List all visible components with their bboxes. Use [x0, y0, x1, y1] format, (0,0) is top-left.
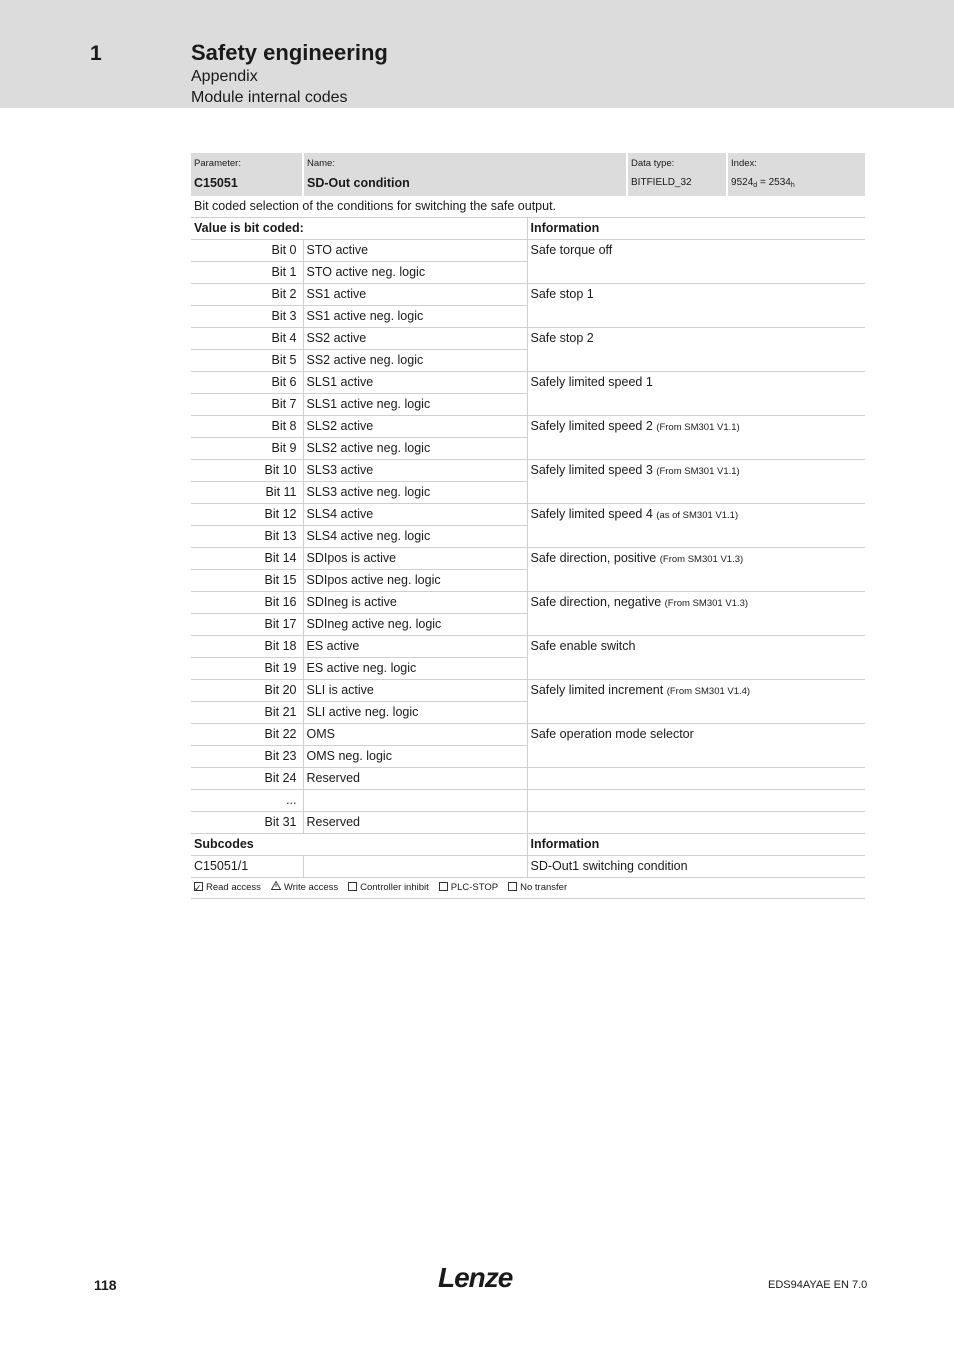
- bit-number: Bit 13: [191, 526, 303, 548]
- write-access-label: Write access: [283, 882, 339, 893]
- bit-information: [527, 328, 865, 372]
- bit-number: Bit 15: [191, 570, 303, 592]
- bit-number: Bit 21: [191, 702, 303, 724]
- bit-name: SS1 active neg. logic: [303, 306, 527, 328]
- bit-name: SS1 active: [303, 284, 527, 306]
- checked-checkbox-icon: [194, 882, 203, 891]
- bit-number: Bit 31: [191, 812, 303, 834]
- information-heading: Information: [527, 218, 865, 240]
- bit-section-header: [191, 218, 865, 240]
- bit-information: [527, 460, 865, 504]
- bit-name: SLI active neg. logic: [303, 702, 527, 724]
- section-subtitle: Appendix: [191, 68, 258, 85]
- subcodes-header: [191, 834, 865, 856]
- bit-name: Reserved: [303, 768, 527, 790]
- bit-information: [527, 548, 865, 592]
- read-access-label: Read access: [206, 882, 261, 893]
- bit-row: [191, 812, 865, 834]
- bit-number: Bit 3: [191, 306, 303, 328]
- bit-number: Bit 4: [191, 328, 303, 350]
- parameter-label: Parameter:: [194, 158, 241, 169]
- bit-row: [191, 460, 865, 482]
- datatype-value: BITFIELD_32: [631, 177, 692, 188]
- bit-row: [191, 504, 865, 526]
- index-decimal: 9524: [731, 177, 754, 188]
- bit-row: [191, 240, 865, 262]
- bit-coded-heading: Value is bit coded:: [191, 218, 527, 240]
- bit-name: SLS1 active neg. logic: [303, 394, 527, 416]
- bit-name: OMS: [303, 724, 527, 746]
- read-access-item: [194, 882, 261, 893]
- document-id: EDS94AYAE EN 7.0: [768, 1279, 868, 1291]
- bit-information-empty: [527, 790, 865, 812]
- bit-row: [191, 592, 865, 614]
- bit-information: [527, 504, 865, 548]
- bit-information: [527, 284, 865, 328]
- bit-row: [191, 768, 865, 790]
- no-transfer-label: No transfer: [520, 882, 568, 893]
- section-subtitle-2: Module internal codes: [191, 89, 348, 106]
- bit-number: Bit 7: [191, 394, 303, 416]
- bit-name: SDIpos is active: [303, 548, 527, 570]
- bit-row: [191, 680, 865, 702]
- parameter-table: [191, 153, 865, 899]
- subcode-blank: [303, 856, 527, 878]
- subcodes-heading: Subcodes: [191, 834, 527, 856]
- bit-name: SDIneg active neg. logic: [303, 614, 527, 636]
- bit-name: SLS3 active neg. logic: [303, 482, 527, 504]
- bit-number: Bit 11: [191, 482, 303, 504]
- bit-number: Bit 1: [191, 262, 303, 284]
- bit-name: OMS neg. logic: [303, 746, 527, 768]
- bit-number: Bit 20: [191, 680, 303, 702]
- checkbox-icon: [439, 882, 448, 891]
- parameter-cell: [191, 153, 303, 196]
- checkbox-icon: [508, 882, 517, 891]
- bit-number: Bit 12: [191, 504, 303, 526]
- bit-row: [191, 548, 865, 570]
- information-text: Safe stop 1: [530, 287, 594, 301]
- version-note: (From SM301 V1.1): [656, 466, 740, 477]
- bit-name: STO active neg. logic: [303, 262, 527, 284]
- index-hex: = 2534: [757, 177, 791, 188]
- bit-name: SLS1 active: [303, 372, 527, 394]
- bit-row: [191, 724, 865, 746]
- bit-name: SLS2 active: [303, 416, 527, 438]
- bit-name: Reserved: [303, 812, 527, 834]
- bit-information: [527, 724, 865, 768]
- subcode-row: [191, 856, 865, 878]
- plc-stop-item: [439, 882, 498, 893]
- no-transfer-item: [508, 882, 567, 893]
- version-note: (From SM301 V1.1): [656, 422, 740, 433]
- bit-number: Bit 10: [191, 460, 303, 482]
- information-text: Safe enable switch: [530, 639, 636, 653]
- information-text: Safe torque off: [530, 243, 613, 257]
- bit-number: Bit 2: [191, 284, 303, 306]
- access-legend-row: [191, 878, 865, 899]
- bit-name: ES active neg. logic: [303, 658, 527, 680]
- bit-number: ...: [191, 790, 303, 812]
- subcode-information: SD-Out1 switching condition: [527, 856, 865, 878]
- bit-number: Bit 8: [191, 416, 303, 438]
- bit-information: [527, 680, 865, 724]
- bit-number: Bit 19: [191, 658, 303, 680]
- bit-number: Bit 14: [191, 548, 303, 570]
- bit-information-empty: [527, 812, 865, 834]
- information-text: Safely limited increment: [530, 683, 664, 697]
- bit-number: Bit 18: [191, 636, 303, 658]
- header-band: [0, 0, 954, 108]
- information-text: Safe direction, negative: [530, 595, 662, 609]
- bit-information-empty: [527, 768, 865, 790]
- subcodes-information-heading: Information: [527, 834, 865, 856]
- bit-number: Bit 9: [191, 438, 303, 460]
- parameter-header-row: [191, 153, 865, 196]
- datatype-cell: [627, 153, 727, 196]
- controller-inhibit-label: Controller inhibit: [360, 882, 429, 893]
- bit-name: SLI is active: [303, 680, 527, 702]
- bit-number: Bit 16: [191, 592, 303, 614]
- chapter-number: 1: [90, 42, 102, 65]
- version-note: (as of SM301 V1.1): [656, 510, 739, 521]
- bit-name: SLS4 active: [303, 504, 527, 526]
- bit-information: [527, 636, 865, 680]
- information-text: Safe operation mode selector: [530, 727, 694, 741]
- parameter-value: C15051: [194, 176, 238, 190]
- information-text: Safe stop 2: [530, 331, 594, 345]
- information-text: Safely limited speed 2: [530, 419, 653, 433]
- controller-inhibit-item: [348, 882, 429, 893]
- bit-number: Bit 6: [191, 372, 303, 394]
- bit-name: [303, 790, 527, 812]
- bit-name: SDIneg is active: [303, 592, 527, 614]
- bit-name: SLS2 active neg. logic: [303, 438, 527, 460]
- bit-number: Bit 24: [191, 768, 303, 790]
- information-text: Safely limited speed 3: [530, 463, 653, 477]
- index-cell: [727, 153, 865, 196]
- datatype-label: Data type:: [631, 158, 675, 169]
- subcode-code: C15051/1: [191, 856, 303, 878]
- index-hex-subscript: h: [790, 182, 795, 189]
- name-label: Name:: [307, 158, 335, 169]
- bit-name: SLS4 active neg. logic: [303, 526, 527, 548]
- bit-name: SLS3 active: [303, 460, 527, 482]
- bit-row: [191, 790, 865, 812]
- checkbox-icon: [348, 882, 357, 891]
- write-access-item: [271, 882, 338, 893]
- bit-information: [527, 416, 865, 460]
- page-number: 118: [94, 1277, 117, 1293]
- version-note: (From SM301 V1.3): [659, 554, 744, 565]
- bit-row: [191, 328, 865, 350]
- bit-name: SDIpos active neg. logic: [303, 570, 527, 592]
- bit-name: STO active: [303, 240, 527, 262]
- description-text: Bit coded selection of the conditions for switching the safe output.: [191, 196, 865, 218]
- bit-name: ES active: [303, 636, 527, 658]
- bit-information: [527, 372, 865, 416]
- bit-information: [527, 240, 865, 284]
- bit-row: [191, 284, 865, 306]
- bit-row: [191, 636, 865, 658]
- bit-number: Bit 23: [191, 746, 303, 768]
- index-label: Index:: [731, 158, 757, 169]
- name-cell: [303, 153, 627, 196]
- version-note: (From SM301 V1.4): [666, 686, 751, 697]
- bit-row: [191, 416, 865, 438]
- bit-number: Bit 22: [191, 724, 303, 746]
- version-note: (From SM301 V1.3): [664, 598, 749, 609]
- bit-number: Bit 17: [191, 614, 303, 636]
- bit-row: [191, 372, 865, 394]
- plc-stop-label: PLC-STOP: [450, 882, 499, 893]
- lenze-logo: Lenze: [438, 1262, 513, 1293]
- warning-triangle-icon: [271, 881, 281, 890]
- bit-number: Bit 5: [191, 350, 303, 372]
- bit-information: [527, 592, 865, 636]
- bit-name: SS2 active neg. logic: [303, 350, 527, 372]
- bit-number: Bit 0: [191, 240, 303, 262]
- bit-name: SS2 active: [303, 328, 527, 350]
- description-row: [191, 196, 865, 218]
- access-legend: [191, 878, 865, 899]
- information-text: Safely limited speed 4: [530, 507, 653, 521]
- information-text: Safe direction, positive: [530, 551, 657, 565]
- information-text: Safely limited speed 1: [530, 375, 653, 389]
- index-dec-subscript: d: [753, 182, 758, 189]
- index-value: [731, 170, 862, 196]
- name-value: SD-Out condition: [307, 176, 410, 190]
- chapter-title: Safety engineering: [191, 40, 388, 65]
